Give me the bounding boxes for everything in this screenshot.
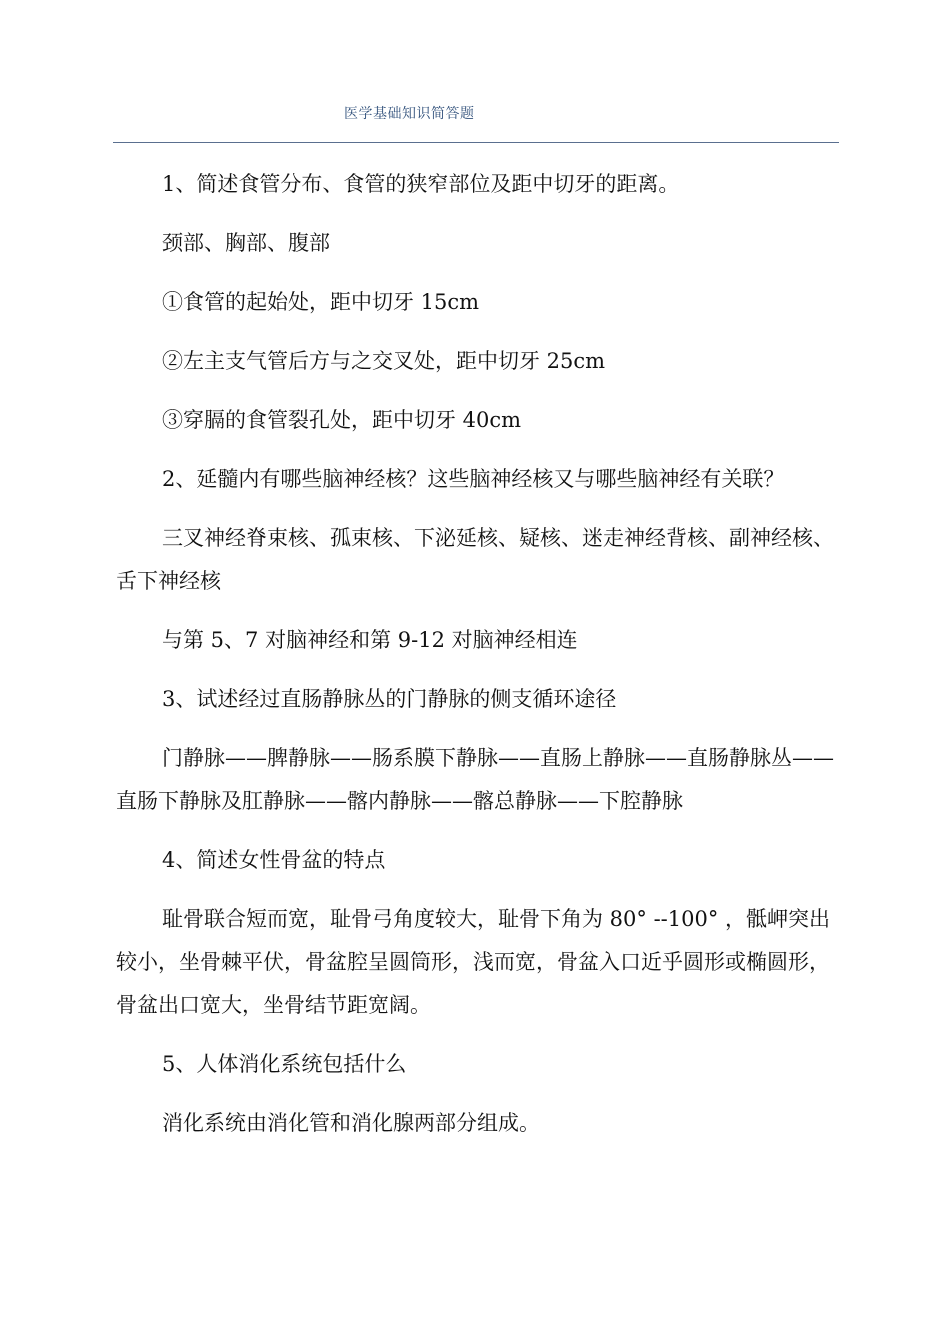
answer-5-digestive-system: 消化系统由消化管和消化腺两部分组成。 xyxy=(162,1111,540,1135)
question-5: 5、人体消化系统包括什么 xyxy=(162,1052,407,1076)
question-4: 4、简述女性骨盆的特点 xyxy=(162,848,386,872)
document-header-title: 医学基础知识简答题 xyxy=(344,106,475,122)
answer-3-pathway: 门静脉——脾静脉——肠系膜下静脉——直肠上静脉——直肠静脉丛——直肠下静脉及肛静脉——髂内静脉——髂总静脉——下腔静脉 xyxy=(116,746,834,813)
answer-1-regions: 颈部、胸部、腹部 xyxy=(162,231,330,255)
answer-2-nerves: 与第 5、7 对脑神经和第 9-12 对脑神经相连 xyxy=(162,628,578,652)
question-1: 1、简述食管分布、食管的狭窄部位及距中切牙的距离。 xyxy=(162,172,680,196)
answer-1-narrowing-2: ②左主支气管后方与之交叉处，距中切牙 25cm xyxy=(162,349,606,373)
answer-1-narrowing-3: ③穿膈的食管裂孔处，距中切牙 40cm xyxy=(162,408,522,432)
question-3: 3、试述经过直肠静脉丛的门静脉的侧支循环途径 xyxy=(162,687,617,711)
answer-2-nuclei: 三叉神经脊束核、孤束核、下泌延核、疑核、迷走神经背核、副神经核、舌下神经核 xyxy=(116,526,834,593)
answer-4-features: 耻骨联合短而宽，耻骨弓角度较大，耻骨下角为 80° --100° ，骶岬突出较小，坐骨棘平伏，骨盆腔呈圆筒形，浅而宽，骨盆入口近乎圆形或椭圆形，骨盆出口宽大，坐骨结节距宽阔。 xyxy=(116,907,831,1017)
question-2: 2、延髓内有哪些脑神经核？这些脑神经核又与哪些脑神经有关联？ xyxy=(162,467,785,491)
document-body xyxy=(116,163,836,1161)
answer-1-narrowing-1: ①食管的起始处，距中切牙 15cm xyxy=(162,290,480,314)
header-divider xyxy=(113,142,839,143)
